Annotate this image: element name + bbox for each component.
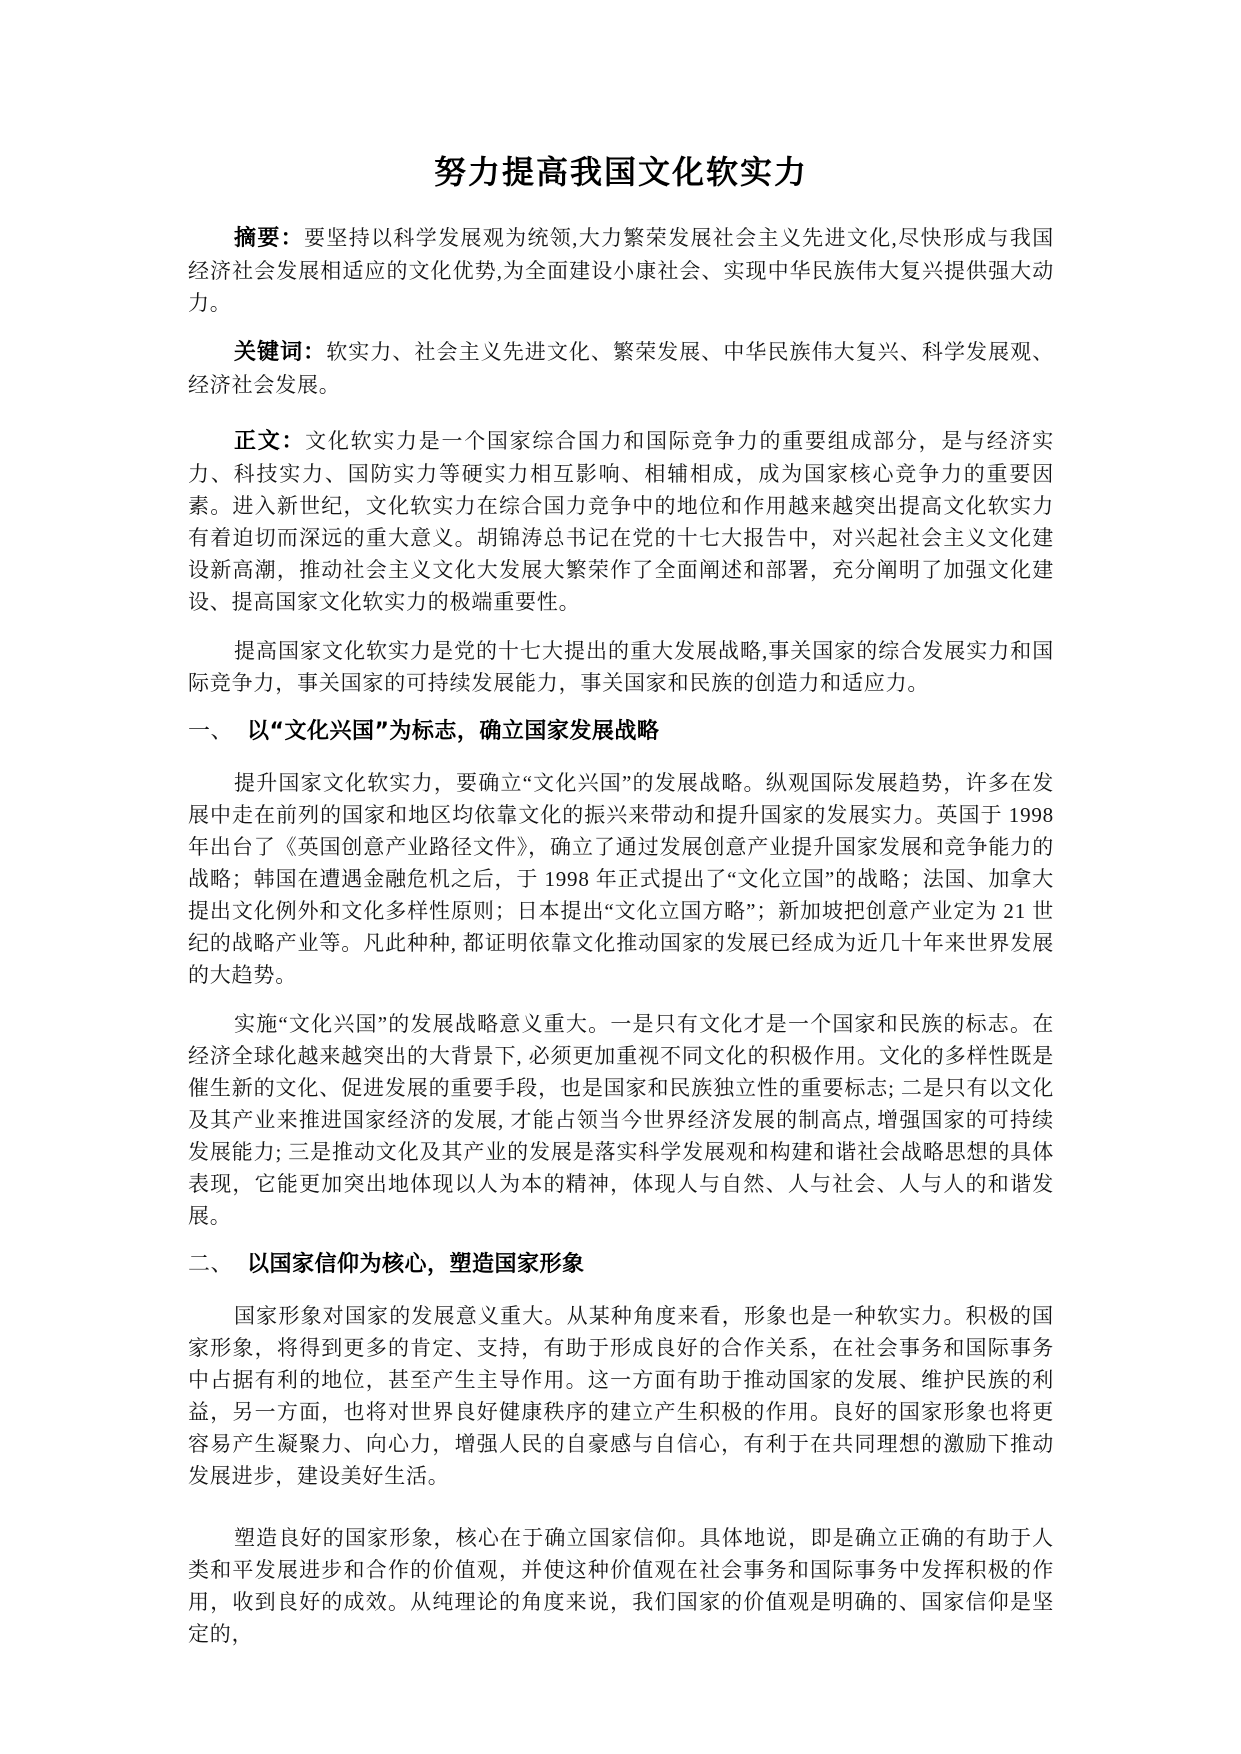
body-lead-text: 文化软实力是一个国家综合国力和国际竞争力的重要组成部分，是与经济实力、科技实力、国防实力等硬实力相互影响、相辅相成，成为国家核心竞争力的重要因素。进入新世纪，文化软实力在综合国力竞争中的地位和作用越来越突出提高文化软实力有着迫切而深远的重大意义。胡锦涛总书记在党的十七大报告中，对兴起社会主义文化建设新高潮，推动社会主义文化大发展大繁荣作了全面阐述和部署，充分阐明了加强文化建设、提高国家文化软实力的极端重要性。 bbox=[188, 429, 1054, 614]
section1-heading-title: 以“文化兴国”为标志，确立国家发展战略 bbox=[247, 719, 660, 744]
abstract-paragraph bbox=[188, 222, 1054, 319]
section1-paragraph-2 bbox=[188, 1008, 1054, 1232]
section1-paragraph-2-text: 实施“文化兴国”的发展战略意义重大。一是只有文化才是一个国家和民族的标志。在经济全球化越来越突出的大背景下, 必须更加重视不同文化的积极作用。文化的多样性既是催生新的文化、促进发展的重要手段，也是国家和民族独立性的重要标志; 二是只有以文化及其产业来推进国家经济的发展, 才能占领当今世界经济发展的制高点, 增强国家的可持续发展能力; 三是推动文化及其产业的发展是落实科学发展观和构建和谐社会战略思想的具体表现，它能更加突出地体现以人为本的精神，体现人与自然、人与社会、人与人的和谐发展。 bbox=[188, 1012, 1054, 1228]
section1-paragraph-1 bbox=[188, 767, 1054, 991]
body-lead-paragraph bbox=[188, 425, 1054, 618]
section1-heading bbox=[188, 716, 1054, 747]
page-title: 努力提高我国文化软实力 bbox=[433, 153, 808, 191]
section2-paragraph-2-text: 塑造良好的国家形象，核心在于确立国家信仰。具体地说，即是确立正确的有助于人类和平发展进步和合作的价值观，并使这种价值观在社会事务和国际事务中发挥积极的作用，收到良好的成效。从纯理论的角度来说，我们国家的价值观是明确的、国家信仰是坚定的， bbox=[188, 1526, 1054, 1646]
section2-heading bbox=[188, 1249, 1054, 1280]
abstract-label: 摘要： bbox=[234, 226, 305, 251]
section2-heading-number: 二、 bbox=[188, 1251, 234, 1276]
section1-heading-number: 一、 bbox=[188, 718, 234, 743]
section2-paragraph-2 bbox=[188, 1522, 1054, 1650]
keywords-paragraph bbox=[188, 336, 1054, 401]
section2-paragraph-1 bbox=[188, 1300, 1054, 1492]
keywords-label: 关键词： bbox=[234, 340, 327, 365]
section1-paragraph-1-text: 提升国家文化软实力，要确立“文化兴国”的发展战略。纵观国际发展趋势，许多在发展中走在前列的国家和地区均依靠文化的振兴来带动和提升国家的发展实力。英国于 1998 年出台了《英国创意产业路径文件》，确立了通过发展创意产业提升国家发展和竞争能力的战略；韩国在遭遇金融危机之后，于 1998 年正式提出了“文化立国”的战略；法国、加拿大提出文化例外和文化多样性原则；日本提出“文化立国方略”；新加坡把创意产业定为 21 世纪的战略产业等。凡此种种, 都证明依靠文化推动国家的发展已经成为近几十年来世界发展的大趋势。 bbox=[188, 771, 1054, 987]
significance-paragraph bbox=[188, 635, 1054, 699]
abstract-text: 要坚持以科学发展观为统领,大力繁荣发展社会主义先进文化,尽快形成与我国经济社会发展相适应的文化优势,为全面建设小康社会、实现中华民族伟大复兴提供强大动力。 bbox=[188, 226, 1054, 315]
body-lead-label: 正文： bbox=[234, 429, 306, 454]
keywords-text: 软实力、社会主义先进文化、繁荣发展、中华民族伟大复兴、科学发展观、经济社会发展。 bbox=[188, 340, 1054, 397]
document-content bbox=[188, 150, 1054, 1667]
section2-heading-title: 以国家信仰为核心，塑造国家形象 bbox=[247, 1252, 585, 1277]
significance-text: 提高国家文化软实力是党的十七大提出的重大发展战略,事关国家的综合发展实力和国际竞争力，事关国家的可持续发展能力，事关国家和民族的创造力和适应力。 bbox=[188, 639, 1054, 695]
section2-paragraph-1-text: 国家形象对国家的发展意义重大。从某种角度来看，形象也是一种软实力。积极的国家形象，将得到更多的肯定、支持，有助于形成良好的合作关系，在社会事务和国际事务中占据有利的地位，甚至产生主导作用。这一方面有助于推动国家的发展、维护民族的利益，另一方面，也将对世界良好健康秩序的建立产生积极的作用。良好的国家形象也将更容易产生凝聚力、向心力，增强人民的自豪感与自信心，有利于在共同理想的激励下推动发展进步，建设美好生活。 bbox=[188, 1304, 1054, 1488]
